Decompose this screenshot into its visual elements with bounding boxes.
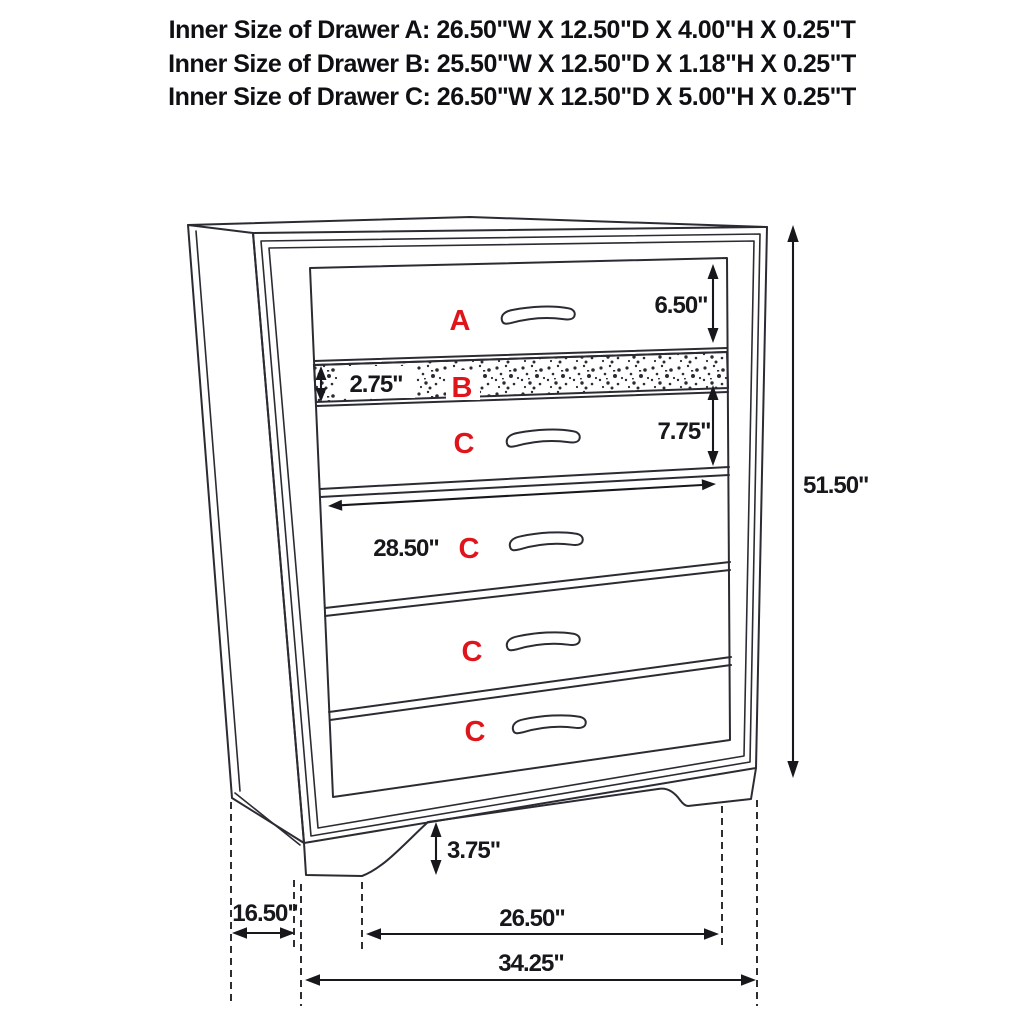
drawer-letter-b: B: [451, 372, 473, 404]
dim-leg-height: [431, 822, 501, 875]
drawer-dividers: [314, 348, 731, 720]
top-panel: [188, 217, 767, 227]
dim-drawer-c-height: [657, 385, 718, 466]
dim-overall-width: [301, 800, 757, 1006]
right-foot: [658, 768, 756, 806]
drawer-c3-handle: [506, 631, 580, 651]
side-panel: [188, 225, 304, 845]
dim-drawer-a-height-label: 6.50": [654, 292, 708, 319]
dim-feet-span-label: 26.50": [499, 905, 565, 932]
left-foot: [304, 822, 428, 876]
dim-overall-height-label: 51.50": [803, 472, 869, 499]
dim-overall-width-label: 34.25": [498, 950, 564, 977]
spec-line-drawer-a: Inner Size of Drawer A: 26.50"W X 12.50"D X 4.00"H X 0.25"T: [168, 16, 856, 44]
drawer-letter-c3: C: [461, 636, 483, 668]
drawer-a-handle: [501, 305, 575, 323]
spec-line-drawer-c: Inner Size of Drawer C: 26.50"W X 12.50"D X 5.00"H X 0.25"T: [168, 83, 856, 111]
dim-side-depth-label: 16.50": [232, 900, 298, 927]
drawer-c4-handle: [512, 714, 586, 734]
dim-overall-height: [787, 225, 868, 778]
dim-drawer-a-height: [654, 264, 718, 343]
drawer-letters: [446, 305, 486, 748]
drawer-c1-handle: [506, 428, 580, 446]
dim-drawer-c-height-label: 7.75": [657, 418, 711, 445]
dim-feet-span: [362, 806, 722, 950]
dim-drawer-width-label: 28.50": [373, 535, 439, 562]
drawer-letter-c2: C: [458, 533, 480, 565]
drawer-letter-c4: C: [464, 716, 486, 748]
dim-leg-height-label: 3.75": [447, 837, 501, 864]
drawer-c2-handle: [509, 531, 583, 551]
spec-line-drawer-b: Inner Size of Drawer B: 25.50"W X 12.50"D X 1.18"H X 0.25"T: [168, 49, 856, 78]
base-and-feet: [304, 768, 756, 876]
drawer-letter-a: A: [449, 305, 471, 337]
dim-drawer-b-height-label: 2.75": [349, 371, 403, 398]
drawer-letter-c1: C: [453, 428, 475, 460]
